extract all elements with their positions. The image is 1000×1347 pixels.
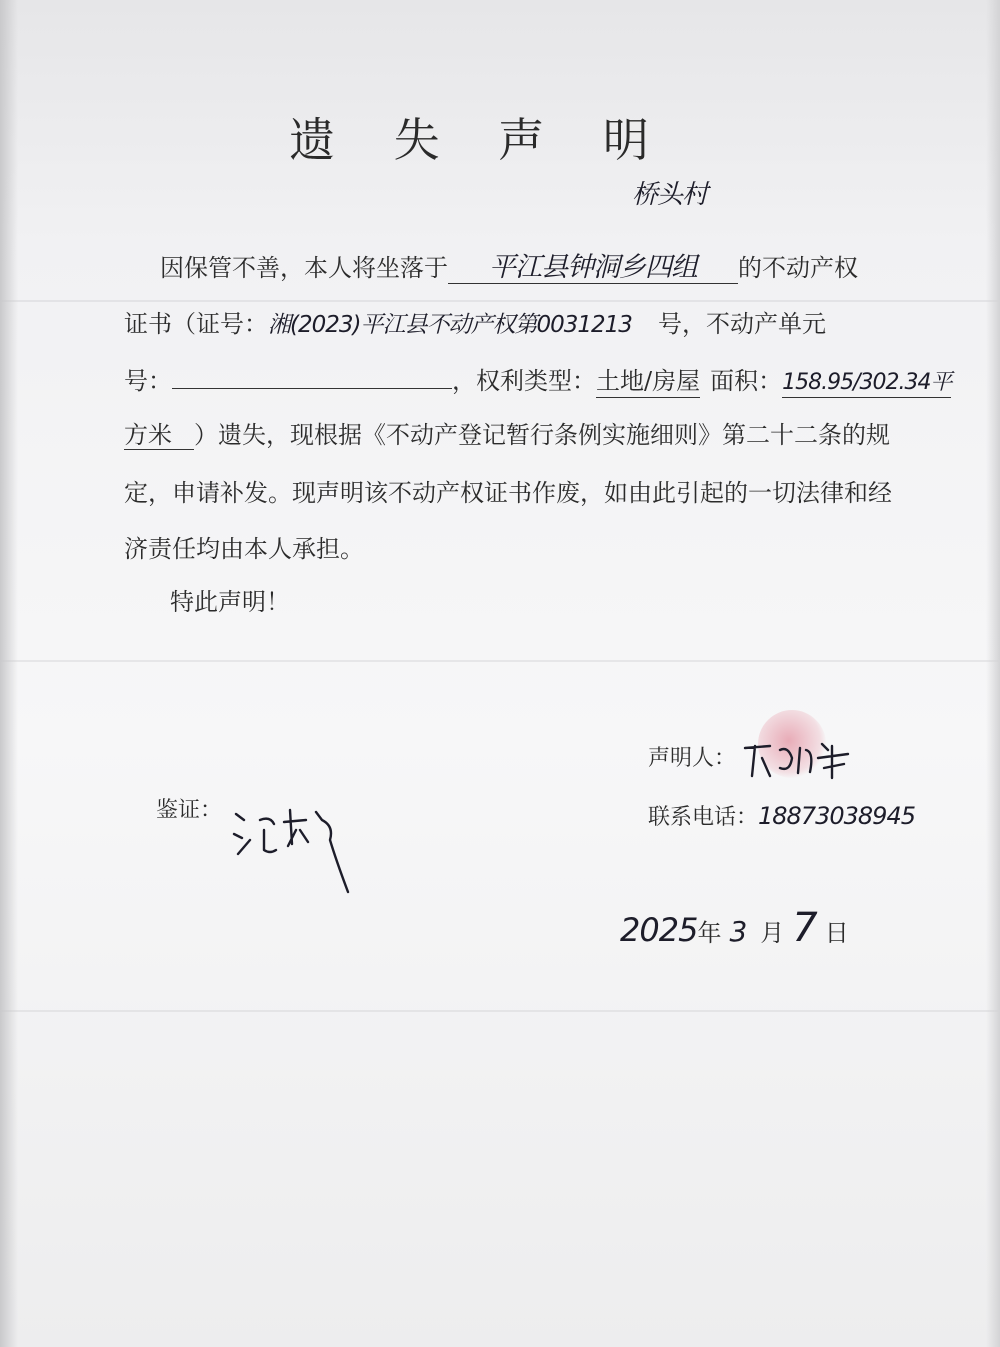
body-line-1-prefix: 因保管不善，本人将坐落于	[160, 254, 448, 282]
phone-label: 联系电话：	[648, 805, 759, 830]
witness-label: 鉴证：	[156, 798, 223, 823]
body-line-1	[160, 254, 858, 284]
date-row	[620, 905, 849, 951]
body-line-3-mid: ，权利类型：	[452, 367, 596, 395]
closing-statement: 特此声明！	[170, 588, 290, 616]
body-line-1-suffix: 的不动产权	[738, 254, 858, 282]
right-type-value: 土地/房屋	[596, 367, 700, 398]
date-year: 2025	[620, 911, 698, 949]
declarant-label: 声明人：	[648, 746, 737, 771]
date-day: 7	[792, 905, 817, 951]
handwritten-area: 158.95/302.34平	[782, 370, 951, 398]
body-line-2	[124, 312, 826, 337]
body-line-4-text: ）遗失，现根据《不动产登记暂行条例实施细则》第二十二条的规	[194, 421, 890, 449]
area-label: 面积：	[710, 367, 783, 395]
area-unit: 方米	[124, 423, 194, 450]
paper-crease	[0, 660, 1000, 662]
body-line-3	[124, 366, 951, 394]
body-line-6: 济责任均由本人承担。	[124, 535, 364, 563]
declarant-signature	[740, 728, 860, 788]
date-day-suffix: 日	[824, 919, 849, 947]
body-line-2-suffix: 号，不动产单元	[658, 310, 826, 338]
unit-number-blank	[172, 366, 452, 389]
witness-signature	[230, 790, 360, 900]
body-line-3-prefix: 号：	[124, 367, 172, 395]
body-line-5: 定，申请补发。现声明该不动产权证书作废，如由此引起的一切法律和经	[124, 479, 892, 507]
phone-row	[648, 804, 915, 829]
document-title: 遗 失 声 明	[289, 113, 671, 167]
body-line-4	[124, 423, 890, 450]
handwritten-certificate-number: 湘(2023)平江县不动产权第0031213	[268, 312, 632, 338]
phone-value: 18873038945	[758, 802, 915, 830]
date-year-suffix: 年	[697, 919, 722, 947]
handwritten-location-insert: 桥头村	[632, 180, 708, 210]
date-month-suffix: 月	[760, 919, 785, 947]
handwritten-location: 平江县钟洞乡四组	[448, 254, 738, 284]
paper-crease	[0, 300, 1000, 302]
date-month: 3	[729, 915, 747, 948]
body-line-2-prefix: 证书（证号：	[124, 310, 268, 338]
paper-crease	[0, 1010, 1000, 1012]
